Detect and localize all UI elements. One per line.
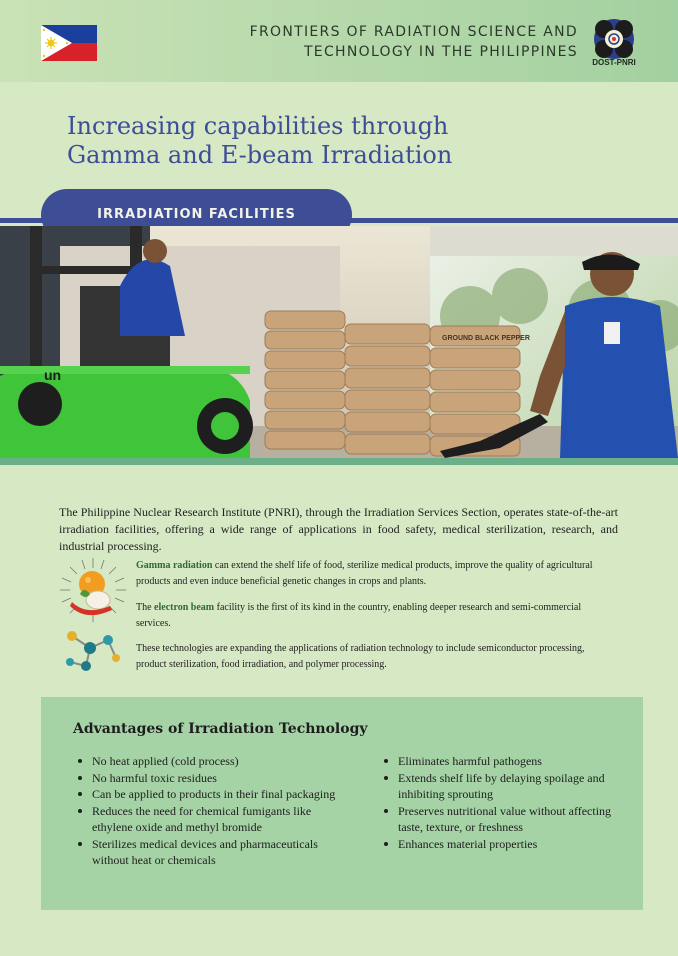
list-item: Enhances material properties xyxy=(384,836,619,853)
advantages-list-right xyxy=(384,753,619,852)
facility-photo xyxy=(0,226,678,458)
header-title xyxy=(250,22,578,62)
page-title xyxy=(67,112,587,170)
header-title-line2: TECHNOLOGY IN THE PHILIPPINES xyxy=(303,44,578,60)
advantages-list-left xyxy=(78,753,348,869)
list-item: Preserves nutritional value without affecting taste, texture, or freshness xyxy=(384,803,619,836)
philippine-flag-icon xyxy=(41,25,97,61)
list-item: Eliminates harmful pathogens xyxy=(384,753,619,770)
page-title-line1: Increasing capabilities through xyxy=(67,112,449,140)
gamma-description: can extend the shelf life of food, sterilize medical products, improve the quality of agricultural products and even induce beneficial genetic changes in crops and plants. xyxy=(136,560,593,587)
header-title-line1: FRONTIERS OF RADIATION SCIENCE AND xyxy=(249,24,578,40)
dost-pnri-logo-icon xyxy=(593,18,635,60)
list-item: Reduces the need for chemical fumigants like ethylene oxide and methyl bromide xyxy=(78,803,348,836)
section-label: IRRADIATION FACILITIES xyxy=(97,207,296,222)
forklift-brand: un xyxy=(44,367,62,383)
advantages-title: Advantages of Irradiation Technology xyxy=(73,721,368,737)
ebeam-term: electron beam xyxy=(154,602,215,613)
photo-divider xyxy=(0,458,678,465)
list-item: Sterilizes medical devices and pharmaceuticals without heat or chemicals xyxy=(78,836,348,869)
sack-label: GROUND BLACK PEPPER xyxy=(442,335,530,342)
list-item: Can be applied to products in their final packaging xyxy=(78,786,348,803)
molecule-icon xyxy=(62,626,122,674)
ebeam-feature-text xyxy=(136,600,616,632)
gamma-term: Gamma radiation xyxy=(136,560,213,571)
list-item: Extends shelf life by delaying spoilage and inhibiting sprouting xyxy=(384,770,619,803)
page-title-line2: Gamma and E-beam Irradiation xyxy=(67,141,453,169)
logo-caption: DOST-PNRI xyxy=(592,58,636,67)
advantages-box xyxy=(41,697,643,910)
intro-paragraph: The Philippine Nuclear Research Institute (PNRI), through the Irradiation Services Section, operates state-of-the-art irradiation facilities, offering a wide range of applications in food safety, medical sterilization, research, and industrial processing. xyxy=(59,505,618,553)
pepper-sacks xyxy=(265,311,520,456)
page-header xyxy=(0,0,678,82)
list-item: No harmful toxic residues xyxy=(78,770,348,787)
irradiated-food-icon xyxy=(58,556,128,624)
ebeam-description: facility is the first of its kind in the country, enabling deeper research and semi-commercial services. xyxy=(136,602,582,629)
list-item: No heat applied (cold process) xyxy=(78,753,348,770)
gamma-feature-text xyxy=(136,558,616,590)
technologies-text: These technologies are expanding the applications of radiation technology to include semiconductor processing, product sterilization, food irradiation, and polymer processing. xyxy=(136,643,585,670)
ebeam-prefix: The xyxy=(136,602,155,613)
